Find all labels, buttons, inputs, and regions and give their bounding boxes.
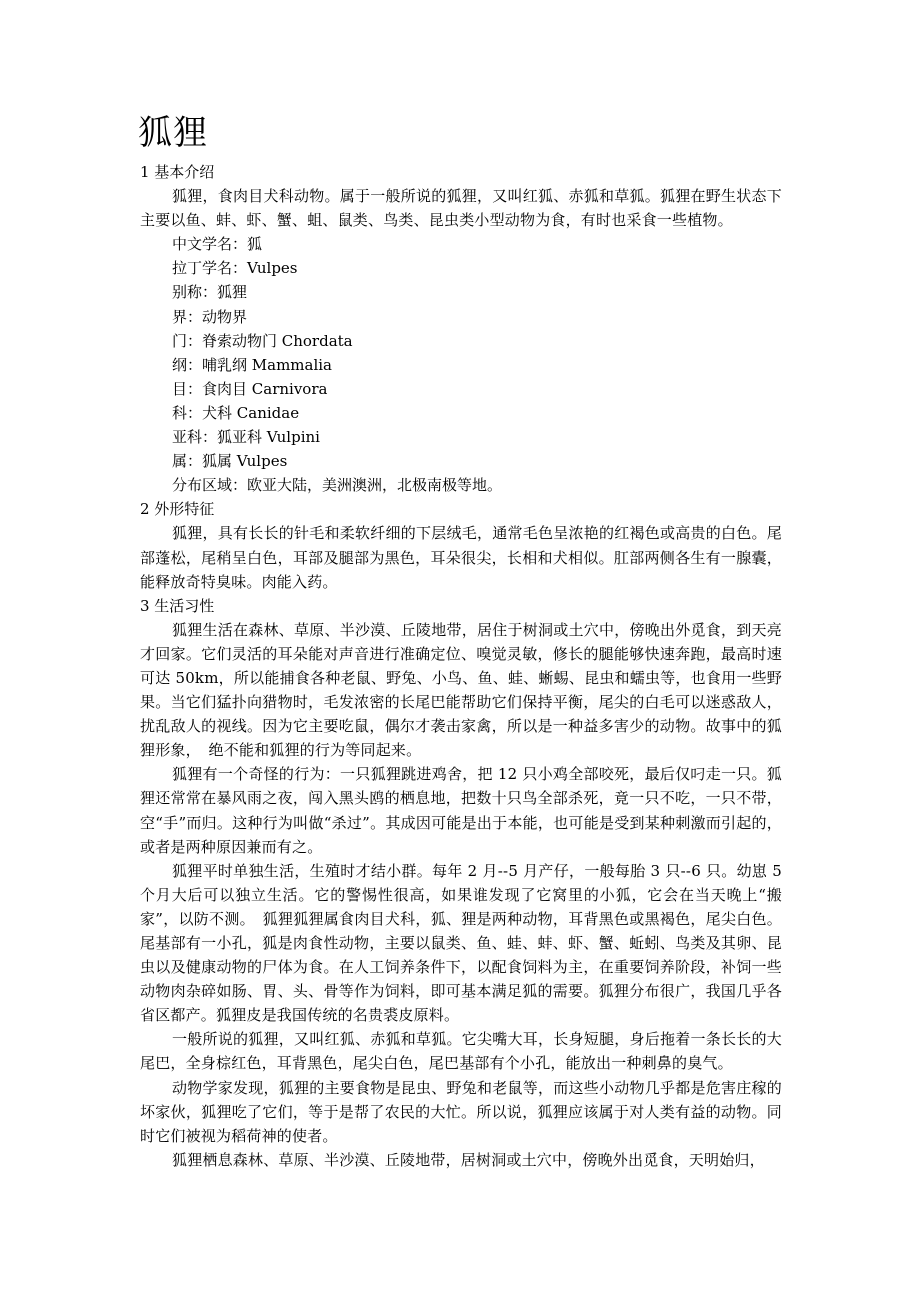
habits-paragraph: 动物学家发现，狐狸的主要食物是昆虫、野兔和老鼠等，而这些小动物几乎都是危害庄稼的坏家伙，狐狸吃了它们，等于是帮了农民的大忙。所以说，狐狸应该属于对人类有益的动物。同时它们被视为稻荷神的使者。 — [140, 1078, 782, 1145]
habits-paragraph: 狐狸平时单独生活，生殖时才结小群。每年 2 月--5 月产仔，一般每胎 3 只--6 只。幼崽 5 个月大后可以独立生活。它的警惕性很高，如果谁发现了它窝里的小狐，它会在当天晚上“搬家”，以防不测。 狐狸狐狸属食肉目犬科，狐、狸是两种动物，耳背黑色或黑褐色，尾尖白色。尾基部有一小孔，狐是肉食性动物，主要以鼠类、鱼、蛙、蚌、虾、蟹、蚯蚓、鸟类及其卵、昆虫以及健康动物的尸体为食。在人工饲养条件下，以配食饲料为主，在重要饲养阶段，补饲一些动物肉杂碎如肠、胃、头、骨等作为饲料，即可基本满足狐的需要。狐狸分布很广，我国几乎各省区都产。狐狸皮是我国传统的名贵裘皮原料。 — [140, 861, 782, 1025]
fact-chinese-name: 中文学名：狐 — [172, 235, 263, 254]
fact-genus: 属：狐属 Vulpes — [172, 452, 288, 471]
fact-subfamily: 亚科：狐亚科 Vulpini — [172, 428, 320, 447]
fact-alias: 别称：狐狸 — [172, 283, 248, 302]
section-heading-appearance: 2 外形特征 — [140, 500, 215, 519]
habits-paragraph: 一般所说的狐狸，又叫红狐、赤狐和草狐。它尖嘴大耳，长身短腿，身后拖着一条长长的大尾巴，全身棕红色，耳背黑色，尾尖白色，尾巴基部有个小孔，能放出一种刺鼻的臭气。 — [140, 1030, 782, 1073]
fact-phylum: 门：脊索动物门 Chordata — [172, 331, 353, 350]
fact-order: 目：食肉目 Carnivora — [172, 379, 328, 398]
intro-paragraph: 狐狸，食肉目犬科动物。属于一般所说的狐狸，又叫红狐、赤狐和草狐。狐狸在野生状态下主要以鱼、蚌、虾、蟹、蛆、鼠类、鸟类、昆虫类小型动物为食，有时也采食一些植物。 — [140, 187, 782, 230]
page-title: 狐狸 — [138, 113, 208, 153]
habits-paragraph: 狐狸栖息森林、草原、半沙漠、丘陵地带，居树洞或土穴中，傍晚外出觅食，天明始归， — [172, 1150, 765, 1169]
habits-paragraph: 狐狸生活在森林、草原、半沙漠、丘陵地带，居住于树洞或土穴中，傍晚出外觅食，到天亮才回家。它们灵活的耳朵能对声音进行准确定位、嗅觉灵敏，修长的腿能够快速奔跑，最高时速可达 50km，所以能捕食各种老鼠、野兔、小鸟、鱼、蛙、蜥蜴、昆虫和蠕虫等，也食用一些野果。当它们猛扑向猎物时，毛发浓密的长尾巴能帮助它们保持平衡，尾尖的白毛可以迷惑敌人，扰乱敌人的视线。因为它主要吃鼠，偶尔才袭击家禽，所以是一种益多害少的动物。故事中的狐狸形象， 绝不能和狐狸的行为等同起来。 — [140, 620, 782, 760]
habits-paragraph: 狐狸有一个奇怪的行为：一只狐狸跳进鸡舍，把 12 只小鸡全部咬死，最后仅叼走一只。狐狸还常常在暴风雨之夜，闯入黑头鸥的栖息地，把数十只鸟全部杀死，竟一只不吃，一只不带，空“手”而归。这种行为叫做“杀过”。其成因可能是出于本能，也可能是受到某种刺激而引起的，或者是两种原因兼而有之。 — [140, 765, 782, 856]
fact-kingdom: 界：动物界 — [172, 307, 248, 326]
fact-class: 纲：哺乳纲 Mammalia — [172, 355, 332, 374]
fact-latin-name: 拉丁学名：Vulpes — [172, 259, 298, 278]
section-heading-habits: 3 生活习性 — [140, 596, 215, 615]
section-heading-basic: 1 基本介绍 — [140, 163, 215, 181]
document-body — [140, 160, 782, 1172]
fact-distribution: 分布区域：欧亚大陆，美洲澳洲，北极南极等地。 — [172, 476, 503, 495]
appearance-paragraph: 狐狸，具有长长的针毛和柔软纤细的下层绒毛，通常毛色呈浓艳的红褐色或高贵的白色。尾部蓬松，尾稍呈白色，耳部及腿部为黑色，耳朵很尖，长相和犬相似。肛部两侧各生有一腺囊，能释放奇特臭味。肉能入药。 — [140, 524, 782, 591]
fact-family: 科：犬科 Canidae — [172, 403, 300, 422]
